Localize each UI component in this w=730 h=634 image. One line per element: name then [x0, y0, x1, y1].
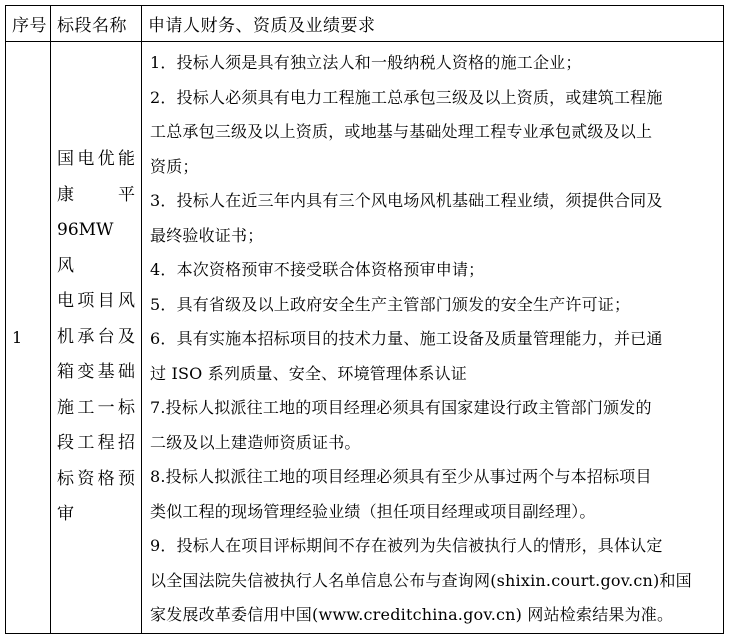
- requirement-line: 5．具有省级及以上政府安全生产主管部门颁发的安全生产许可证；: [150, 294, 631, 314]
- section-name-line: 国电优能: [57, 149, 135, 169]
- section-name-line: 96MW 风: [57, 220, 114, 276]
- requirement-line: 工总承包三级及以上资质，或地基与基础处理工程专业承包贰级及以上: [150, 122, 653, 141]
- requirement-item: [150, 46, 717, 81]
- section-name-line: 审: [57, 504, 74, 524]
- requirement-line: 4．本次资格预审不接受联合体资格预审申请；: [150, 260, 485, 279]
- requirement-line: 6．具有实施本招标项目的技术力量、施工设备及质量管理能力，并已通: [150, 329, 663, 348]
- requirement-line: 类似工程的现场管理经验业绩（担任项目经理或项目副经理）。: [150, 501, 596, 521]
- requirement-item: [150, 288, 717, 323]
- section-name-line: 段工程招: [57, 433, 135, 453]
- section-name-line: 电项目风: [57, 291, 135, 311]
- requirement-line: 1．投标人须是具有独立法人和一般纳税人资格的施工企业；: [150, 53, 582, 72]
- qualification-table: [5, 5, 724, 634]
- requirement-item: [150, 322, 717, 391]
- requirement-line: 以全国法院失信被执行人名单信息公布与查询网(shixin.court.gov.cn)和国: [150, 570, 692, 590]
- requirements-list: [150, 46, 717, 633]
- section-name-text: [57, 142, 135, 533]
- requirement-item: [150, 184, 717, 253]
- cell-requirements: [142, 42, 724, 634]
- requirement-line: 2．投标人必须具有电力工程施工总承包三级及以上资质，或建筑工程施: [150, 87, 663, 107]
- requirement-item: [150, 460, 717, 529]
- requirement-line: 过 ISO 系列质量、安全、环境管理体系认证: [150, 363, 467, 383]
- requirement-line: 8.投标人拟派往工地的项目经理必须具有至少从事过两个与本招标项目: [150, 467, 652, 486]
- header-seq: 序号: [6, 6, 51, 42]
- cell-section-name: [51, 42, 142, 634]
- requirement-line: 3．投标人在近三年内具有三个风电场风机基础工程业绩，须提供合同及: [150, 191, 663, 210]
- requirement-line: 二级及以上建造师资质证书。: [150, 432, 361, 452]
- requirement-line: 家发展改革委信用中国(www.creditchina.gov.cn) 网站检索结果为准。: [150, 605, 674, 624]
- document-page: [5, 5, 724, 624]
- requirement-item: [150, 391, 717, 460]
- requirement-line: 9．投标人在项目评标期间不存在被列为失信被执行人的情形，具体认定: [150, 536, 663, 555]
- section-name-line: 康 平: [57, 184, 135, 205]
- section-name-line: 机承台及: [57, 326, 135, 347]
- header-name: 标段名称: [51, 6, 142, 42]
- header-requirements: 申请人财务、资质及业绩要求: [142, 6, 724, 42]
- section-name-line: 标资格预: [57, 468, 135, 489]
- requirement-line: 资质；: [150, 156, 199, 176]
- cell-seq: 1: [6, 42, 51, 634]
- requirement-line: 7.投标人拟派往工地的项目经理必须具有国家建设行政主管部门颁发的: [150, 398, 652, 417]
- requirement-line: 最终验收证书；: [150, 225, 264, 245]
- table-row: [6, 42, 724, 634]
- table-header-row: [6, 6, 724, 42]
- requirement-item: [150, 81, 717, 185]
- requirement-item: [150, 529, 717, 633]
- section-name-line: 箱变基础: [57, 362, 135, 382]
- requirement-item: [150, 253, 717, 288]
- section-name-line: 施工一标: [57, 397, 135, 418]
